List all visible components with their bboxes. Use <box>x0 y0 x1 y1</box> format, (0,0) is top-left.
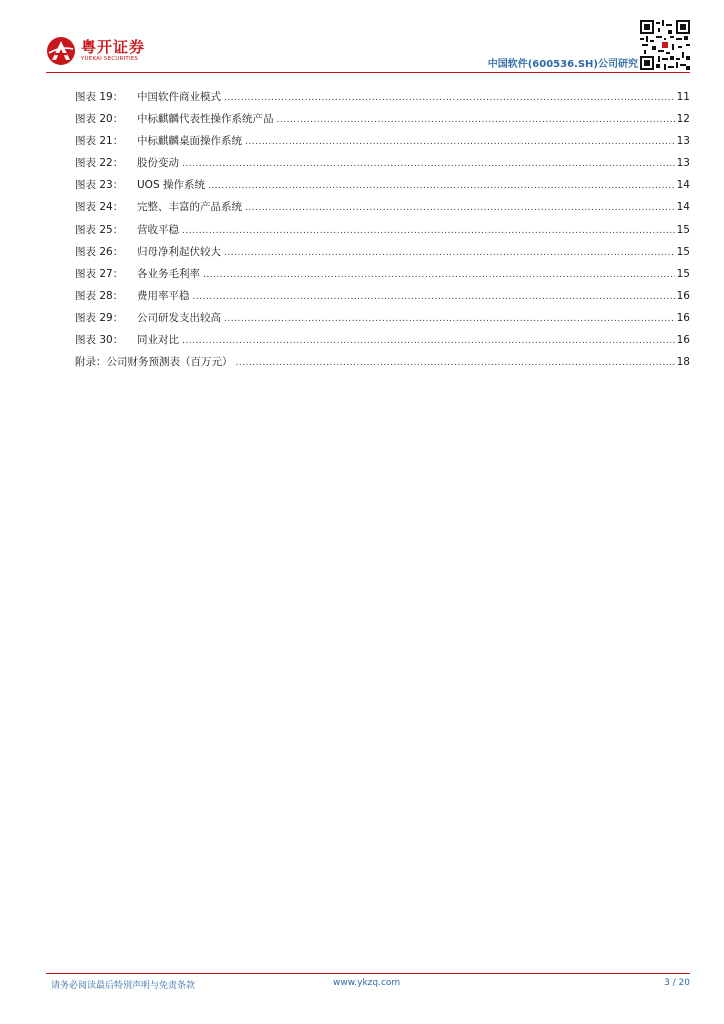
toc-dot-leader <box>245 197 675 218</box>
toc-entry-label: 图表 29： <box>75 311 124 324</box>
page-footer <box>46 978 690 994</box>
logo-english-name: YUEKAI SECURITIES <box>81 56 139 62</box>
toc-dot-leader <box>203 264 675 285</box>
toc-entry-label: 图表 19： <box>75 91 124 103</box>
toc-entry-text: 归母净利起伏较大 <box>137 245 221 258</box>
toc-entry-text: 同业对比 <box>137 334 179 347</box>
toc-entry-label: 图表 25： <box>75 223 124 236</box>
toc-entry-label: 图表 22： <box>75 157 124 170</box>
company-logo <box>46 36 145 66</box>
toc-entry-text: 公司研发支出较高 <box>137 311 221 324</box>
toc-dot-leader <box>236 352 675 373</box>
toc-entry-title <box>75 108 277 130</box>
header-divider <box>46 72 690 73</box>
toc-entry-text: 公司财务预测表（百万元） <box>106 356 233 369</box>
toc-entry[interactable] <box>75 285 690 307</box>
toc-entry-title <box>75 130 245 152</box>
toc-entry[interactable] <box>75 351 690 373</box>
toc-entry-title <box>75 285 193 307</box>
toc-entry-title <box>75 241 224 263</box>
toc-dot-leader <box>182 153 675 174</box>
toc-page-number: 16 <box>676 289 690 302</box>
toc-entry-label: 图表 30： <box>75 334 124 347</box>
toc-page-number: 11 <box>676 91 690 103</box>
toc-entry[interactable] <box>75 307 690 329</box>
toc-entry-text: 股份变动 <box>137 157 179 170</box>
toc-entry-text: 各业务毛利率 <box>137 267 200 280</box>
page-number: 3 / 20 <box>664 978 690 988</box>
toc-page-number: 15 <box>676 267 690 280</box>
toc-dot-leader <box>182 220 675 241</box>
toc-page-number: 12 <box>676 113 690 126</box>
page-header <box>0 0 724 80</box>
qr-code-icon <box>640 20 690 70</box>
toc-entry-label: 图表 27： <box>75 267 124 280</box>
toc-entry-text: 完整、丰富的产品系统 <box>137 201 242 214</box>
toc-dot-leader <box>245 131 675 152</box>
toc-entry-text: 中标麒麟桌面操作系统 <box>137 135 242 148</box>
footer-divider <box>46 973 690 974</box>
toc-entry[interactable] <box>75 152 690 174</box>
toc-entry[interactable] <box>75 86 690 108</box>
toc-entry-label: 附录： <box>75 356 107 369</box>
toc-entry-label: 图表 28： <box>75 289 124 302</box>
toc-entry-title <box>75 86 224 108</box>
toc-page-number: 14 <box>676 201 690 214</box>
toc-entry[interactable] <box>75 329 690 351</box>
toc-entry[interactable] <box>75 241 690 263</box>
figure-index-list <box>75 86 690 373</box>
toc-entry[interactable] <box>75 196 690 218</box>
toc-entry-title <box>75 351 236 373</box>
toc-entry-text: 中标麒麟代表性操作系统产品 <box>137 113 274 126</box>
toc-page-number: 16 <box>676 334 690 347</box>
website-link[interactable]: www.ykzq.com <box>333 978 401 988</box>
toc-page-number: 13 <box>676 157 690 170</box>
toc-dot-leader <box>182 330 675 351</box>
toc-entry[interactable] <box>75 219 690 241</box>
toc-entry-label: 图表 20： <box>75 113 124 126</box>
toc-entry-text: 中国软件商业模式 <box>137 91 221 103</box>
toc-dot-leader <box>208 175 675 196</box>
toc-entry-title <box>75 174 208 196</box>
toc-entry-label: 图表 21： <box>75 135 124 148</box>
toc-page-number: 14 <box>676 179 690 192</box>
toc-page-number: 18 <box>676 356 690 369</box>
toc-entry[interactable] <box>75 263 690 285</box>
toc-entry-label: 图表 23： <box>75 179 124 192</box>
toc-dot-leader <box>224 87 675 108</box>
toc-dot-leader <box>193 286 675 307</box>
toc-entry-title <box>75 219 182 241</box>
toc-entry[interactable] <box>75 174 690 196</box>
toc-entry-label: 图表 24： <box>75 201 124 214</box>
toc-entry-title <box>75 152 182 174</box>
toc-page-number: 16 <box>676 311 690 324</box>
toc-dot-leader <box>277 109 675 130</box>
toc-entry-label: 图表 26： <box>75 245 124 258</box>
toc-entry-title <box>75 307 224 329</box>
logo-mark-icon <box>46 36 76 66</box>
toc-entry[interactable] <box>75 108 690 130</box>
toc-page-number: 13 <box>676 135 690 148</box>
toc-entry-title <box>75 263 203 285</box>
report-title: 中国软件(600536.SH)公司研究 <box>487 59 638 70</box>
logo-chinese-name: 粤开证券 <box>81 38 146 56</box>
toc-entry-title <box>75 329 182 351</box>
toc-entry-text: UOS 操作系统 <box>137 179 205 192</box>
toc-page-number: 15 <box>676 223 690 236</box>
toc-page-number: 15 <box>676 245 690 258</box>
toc-entry-text: 费用率平稳 <box>137 289 190 302</box>
toc-entry-text: 营收平稳 <box>137 223 179 236</box>
disclaimer-link[interactable]: 请务必阅读最后特别声明与免责条款 <box>51 981 196 991</box>
toc-entry[interactable] <box>75 130 690 152</box>
toc-dot-leader <box>224 308 675 329</box>
toc-entry-title <box>75 196 245 218</box>
toc-dot-leader <box>224 242 675 263</box>
